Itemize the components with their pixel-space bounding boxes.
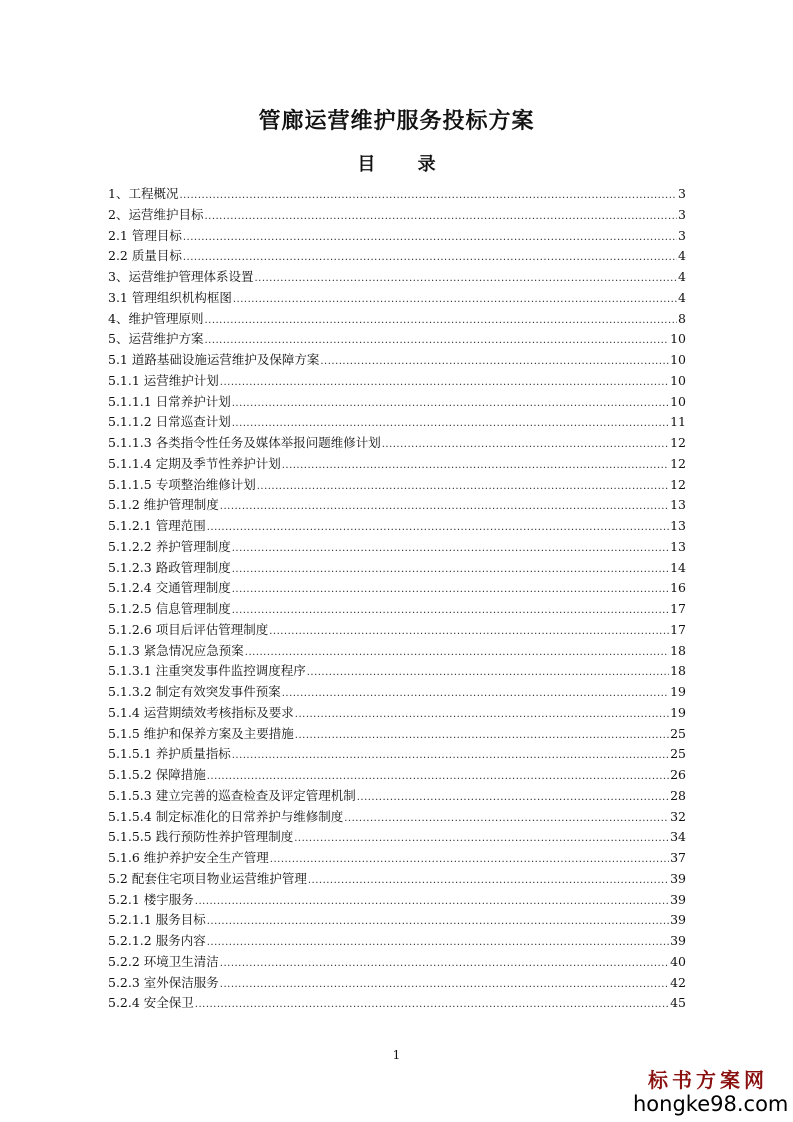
toc-entry-page: 8 — [678, 310, 686, 326]
toc-entry[interactable] — [108, 993, 686, 1014]
toc-entry-label: 5.1.3.1 注重突发事件监控调度程序 — [108, 663, 306, 679]
toc-dot-leader — [232, 580, 669, 599]
toc-entry-page: 10 — [670, 393, 686, 409]
toc-dot-leader — [320, 352, 669, 371]
toc-entry-label: 5.1.5.2 保障措施 — [108, 767, 206, 782]
toc-dot-leader — [245, 643, 669, 662]
toc-heading: 目 录 — [357, 154, 454, 175]
toc-entry[interactable] — [108, 703, 686, 724]
toc-entry-page: 18 — [670, 642, 686, 658]
toc-dot-leader — [282, 684, 669, 703]
toc-dot-leader — [207, 767, 669, 786]
toc-dot-leader — [232, 414, 669, 433]
toc-dot-leader — [295, 705, 669, 724]
toc-entry[interactable] — [108, 516, 686, 537]
toc-entry-label: 5.1.5.1 养护质量指标 — [108, 746, 231, 762]
toc-entry[interactable] — [108, 952, 686, 973]
toc-dot-leader — [220, 497, 669, 516]
toc-entry-label: 5.1.2.2 养护管理制度 — [108, 538, 231, 554]
toc-entry[interactable] — [108, 869, 686, 890]
toc-entry-page: 10 — [670, 331, 686, 347]
toc-entry[interactable] — [108, 267, 686, 288]
toc-dot-leader — [382, 435, 669, 454]
toc-entry-page: 39 — [670, 933, 686, 948]
toc-entry-page: 4 — [678, 248, 686, 264]
toc-entry[interactable] — [108, 724, 686, 745]
toc-entry-page: 4 — [678, 269, 686, 284]
toc-dot-leader — [232, 539, 669, 558]
toc-entry-label: 3、运营维护管理体系设置 — [108, 269, 254, 284]
toc-entry-page: 25 — [670, 746, 686, 762]
toc-entry-label: 5.1.3 紧急情况应急预案 — [108, 642, 244, 658]
toc-dot-leader — [207, 912, 669, 931]
toc-entry-label: 5.1.4 运营期绩效考核指标及要求 — [108, 704, 294, 720]
toc-entry-label: 5.1.5.5 践行预防性养护管理制度 — [108, 829, 294, 845]
table-of-contents — [108, 184, 686, 1014]
toc-dot-leader — [195, 995, 669, 1014]
toc-dot-leader — [220, 954, 669, 973]
toc-entry[interactable] — [108, 537, 686, 558]
toc-entry-label: 5.2 配套住宅项目物业运营维护管理 — [108, 870, 307, 886]
toc-dot-leader — [195, 892, 669, 911]
toc-entry-page: 25 — [670, 725, 686, 741]
toc-dot-leader — [204, 311, 677, 330]
toc-entry-page: 11 — [670, 414, 686, 430]
toc-dot-leader — [270, 850, 669, 869]
toc-entry[interactable] — [108, 246, 686, 267]
page-number: 1 — [392, 1048, 401, 1062]
document-title: 管廊运营维护服务投标方案 — [258, 109, 535, 134]
toc-entry-page: 42 — [670, 974, 686, 990]
toc-entry[interactable] — [108, 288, 686, 309]
toc-entry-page: 4 — [678, 289, 686, 305]
toc-entry-label: 5、运营维护方案 — [108, 331, 204, 347]
toc-entry-label: 5.1.1 运营维护计划 — [108, 372, 219, 388]
toc-dot-leader — [269, 622, 669, 641]
toc-entry-page: 3 — [678, 186, 686, 201]
toc-dot-leader — [257, 477, 669, 496]
toc-entry-page: 37 — [670, 850, 686, 865]
toc-entry-label: 5.1.2.5 信息管理制度 — [108, 601, 231, 616]
toc-dot-leader — [204, 207, 677, 226]
toc-entry-label: 5.1.6 维护养护安全生产管理 — [108, 850, 269, 865]
toc-dot-leader — [220, 975, 669, 994]
toc-entry-label: 5.1.1.1 日常养护计划 — [108, 393, 231, 409]
toc-dot-leader — [233, 290, 677, 309]
toc-entry-label: 2、运营维护目标 — [108, 206, 204, 222]
watermark-text-en: hongke98.com — [633, 1092, 789, 1116]
toc-entry-page: 13 — [670, 497, 686, 513]
toc-entry[interactable] — [108, 807, 686, 828]
toc-entry[interactable] — [108, 744, 686, 765]
toc-dot-leader — [183, 228, 677, 247]
toc-dot-leader — [232, 394, 669, 413]
toc-entry-page: 32 — [670, 808, 686, 824]
toc-entry[interactable] — [108, 910, 686, 931]
toc-entry[interactable] — [108, 641, 686, 662]
toc-entry[interactable] — [108, 205, 686, 226]
toc-entry[interactable] — [108, 661, 686, 682]
toc-dot-leader — [183, 248, 677, 267]
toc-dot-leader — [282, 456, 669, 475]
toc-entry-label: 2.1 管理目标 — [108, 227, 182, 243]
watermark-text-cn: 标书方案网 — [648, 1068, 768, 1092]
toc-entry[interactable] — [108, 931, 686, 952]
toc-entry-label: 5.1.1.3 各类指令性任务及媒体举报问题维修计划 — [108, 435, 381, 450]
toc-dot-leader — [254, 269, 677, 288]
toc-entry-label: 5.1.1.4 定期及季节性养护计划 — [108, 455, 281, 471]
toc-entry-page: 14 — [670, 559, 686, 575]
toc-entry-page: 19 — [670, 684, 686, 699]
toc-entry-page: 17 — [670, 601, 686, 616]
toc-entry-label: 5.1.2 维护管理制度 — [108, 497, 219, 513]
toc-entry[interactable] — [108, 184, 686, 205]
toc-entry-page: 39 — [670, 891, 686, 907]
toc-entry[interactable] — [108, 309, 686, 330]
toc-dot-leader — [179, 186, 677, 205]
toc-dot-leader — [207, 518, 669, 537]
toc-entry-page: 39 — [670, 912, 686, 928]
toc-dot-leader — [220, 373, 669, 392]
toc-dot-leader — [308, 871, 669, 890]
toc-dot-leader — [232, 601, 669, 620]
toc-entry[interactable] — [108, 786, 686, 807]
toc-entry-label: 3.1 管理组织机构框图 — [108, 289, 232, 305]
toc-entry[interactable] — [108, 973, 686, 994]
toc-entry-page: 16 — [670, 580, 686, 596]
toc-entry-page: 13 — [670, 518, 686, 533]
toc-entry-page: 17 — [670, 621, 686, 637]
toc-entry-page: 3 — [678, 227, 686, 243]
toc-entry[interactable] — [108, 329, 686, 350]
toc-entry-label: 5.2.1 楼宇服务 — [108, 891, 194, 907]
toc-entry[interactable] — [108, 433, 686, 454]
toc-dot-leader — [232, 560, 669, 579]
toc-dot-leader — [232, 746, 669, 765]
watermark-logo — [633, 1068, 789, 1116]
toc-dot-leader — [207, 933, 669, 952]
toc-entry-label: 5.1.2.6 项目后评估管理制度 — [108, 621, 269, 637]
toc-entry-page: 39 — [670, 870, 686, 886]
toc-dot-leader — [344, 809, 669, 828]
toc-entry[interactable] — [108, 350, 686, 371]
toc-dot-leader — [295, 726, 669, 745]
toc-entry-label: 5.1.3.2 制定有效突发事件预案 — [108, 684, 281, 699]
toc-entry-page: 12 — [670, 435, 686, 450]
toc-entry[interactable] — [108, 371, 686, 392]
toc-entry-label: 5.1.5 维护和保养方案及主要措施 — [108, 725, 294, 741]
toc-dot-leader — [294, 829, 669, 848]
toc-entry-label: 4、维护管理原则 — [108, 310, 204, 326]
toc-entry-page: 12 — [670, 455, 686, 471]
toc-entry-label: 5.1.1.5 专项整治维修计划 — [108, 476, 256, 492]
toc-entry-page: 28 — [670, 787, 686, 803]
toc-entry-label: 5.1.2.4 交通管理制度 — [108, 580, 231, 596]
toc-entry-label: 5.1.1.2 日常巡查计划 — [108, 414, 231, 430]
toc-entry[interactable] — [108, 454, 686, 475]
toc-dot-leader — [307, 663, 669, 682]
toc-entry-page: 3 — [678, 206, 686, 222]
toc-entry-page: 34 — [670, 829, 686, 845]
toc-entry[interactable] — [108, 495, 686, 516]
toc-entry-page: 18 — [670, 663, 686, 679]
toc-entry[interactable] — [108, 226, 686, 247]
toc-entry[interactable] — [108, 392, 686, 413]
toc-entry-label: 5.1.5.3 建立完善的巡查检查及评定管理机制 — [108, 787, 356, 803]
toc-entry-page: 19 — [670, 704, 686, 720]
toc-entry[interactable] — [108, 765, 686, 786]
toc-dot-leader — [357, 788, 669, 807]
toc-entry-label: 5.1.2.1 管理范围 — [108, 518, 206, 533]
toc-entry-page: 12 — [670, 476, 686, 492]
toc-entry[interactable] — [108, 848, 686, 869]
toc-entry[interactable] — [108, 578, 686, 599]
toc-entry[interactable] — [108, 599, 686, 620]
toc-dot-leader — [204, 331, 669, 350]
toc-entry-label: 5.2.1.2 服务内容 — [108, 933, 206, 948]
toc-entry[interactable] — [108, 620, 686, 641]
toc-entry[interactable] — [108, 558, 686, 579]
toc-entry-page: 40 — [670, 953, 686, 969]
toc-entry-label: 5.2.3 室外保洁服务 — [108, 974, 219, 990]
toc-entry-page: 26 — [670, 767, 686, 782]
toc-entry-page: 10 — [670, 352, 686, 367]
toc-entry-label: 1、工程概况 — [108, 186, 179, 201]
toc-entry[interactable] — [108, 890, 686, 911]
toc-entry-label: 5.2.2 环境卫生清洁 — [108, 953, 219, 969]
toc-entry-label: 5.2.1.1 服务目标 — [108, 912, 206, 928]
toc-entry-label: 5.1 道路基础设施运营维护及保障方案 — [108, 352, 320, 367]
toc-entry[interactable] — [108, 412, 686, 433]
toc-entry-label: 5.2.4 安全保卫 — [108, 995, 194, 1011]
toc-entry-label: 5.1.2.3 路政管理制度 — [108, 559, 231, 575]
toc-entry-page: 13 — [670, 538, 686, 554]
toc-entry-label: 2.2 质量目标 — [108, 248, 182, 264]
toc-entry[interactable] — [108, 475, 686, 496]
toc-entry[interactable] — [108, 682, 686, 703]
toc-entry[interactable] — [108, 827, 686, 848]
toc-entry-label: 5.1.5.4 制定标准化的日常养护与维修制度 — [108, 808, 344, 824]
toc-entry-page: 45 — [670, 995, 686, 1011]
toc-entry-page: 10 — [670, 372, 686, 388]
